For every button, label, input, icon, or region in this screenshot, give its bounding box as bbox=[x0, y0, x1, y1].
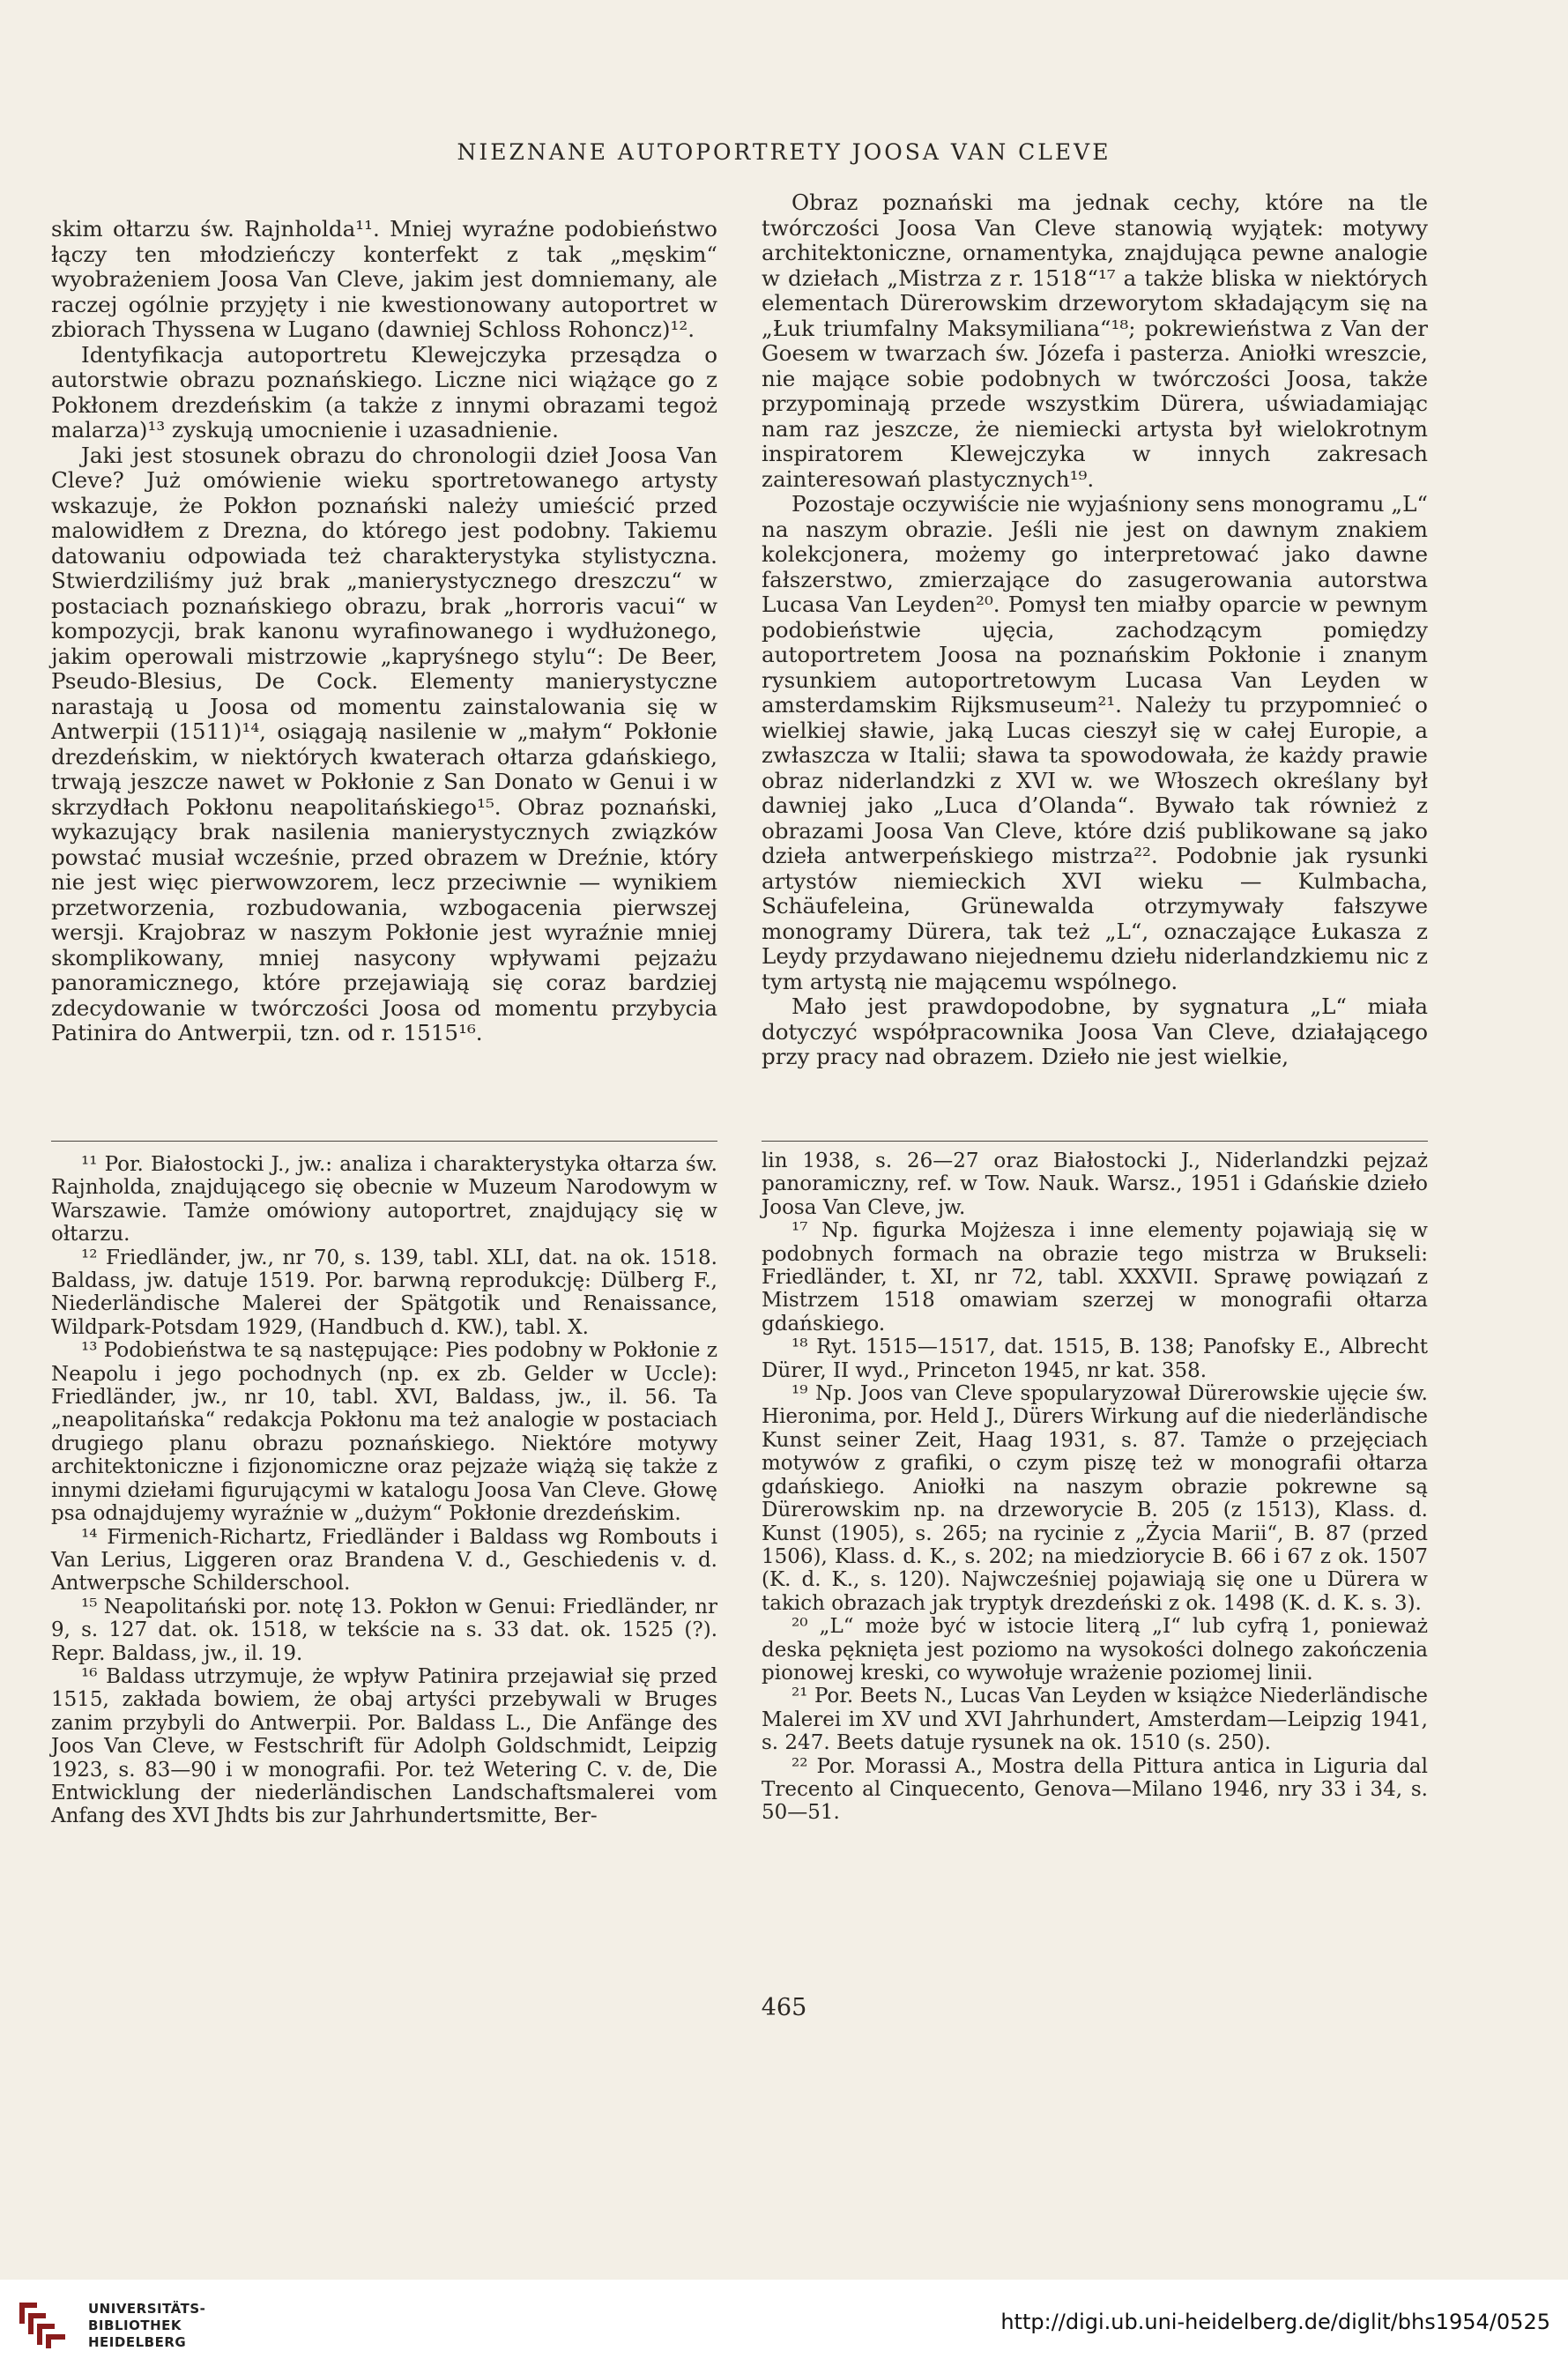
footnote: ¹⁶ Baldass utrzymuje, że wpływ Patinira przejawiał się przed 1515, zakłada bowiem, że obaj artyści przebywali w Bruges zanim przybyli do Antwerpii. Por. Baldass L., Die Anfänge des Joos Van Cleve, w Festschrift für Adolph Goldschmidt, Leipzig 1923, s. 83—90 i w monografii. Por. też Wetering C. v. de, Die Entwicklung der niederländischen Landschaftsmalerei vom Anfang des XVI Jhdts bis zur Jahrhundertsmitte, Ber- bbox=[51, 1664, 717, 1828]
footnote: ²⁰ „L“ może być w istocie literą „I“ lub cyfrą 1, ponieważ deska pęknięta jest poziomo na wysokości dolnego zakończenia pionowej kreski, co wywołuje wrażenie poziomej linii. bbox=[762, 1615, 1428, 1685]
footnote-divider-left bbox=[51, 1141, 717, 1142]
library-name bbox=[88, 2301, 205, 2351]
paragraph: skim ołtarzu św. Rajnholda¹¹. Mniej wyraźne podobieństwo łączy ten młodzieńczy konterfekt z tak „męskim“ wyobrażeniem Joosa Van Cleve, jakim jest domniemany, ale raczej ogólnie przyjęty i nie kwestionowany autoportret w zbiorach Thyssena w Lugano (dawniej Schloss Rohoncz)¹². bbox=[51, 216, 717, 342]
library-name-line: HEIDELBERG bbox=[88, 2334, 187, 2350]
page-number: 465 bbox=[761, 1994, 807, 2021]
source-url-link[interactable]: http://digi.ub.uni-heidelberg.de/diglit/bhs1954/0525 bbox=[1000, 2310, 1550, 2334]
footnote: ¹⁷ Np. figurka Mojżesza i inne elementy pojawiają się w podobnych formach na obrazie tego mistrza w Brukseli: Friedländer, t. XI, nr 72, tabl. XXXVII. Sprawę powiązań z Mistrzem 1518 omawiam szerzej w monografii ołtarza gdańskiego. bbox=[762, 1219, 1428, 1336]
footnote: ²¹ Por. Beets N., Lucas Van Leyden w książce Niederländische Malerei im XV und XVI Jahrhundert, Amsterdam—Leipzig 1941, s. 247. Beets datuje rysunek na ok. 1510 (s. 250). bbox=[762, 1685, 1428, 1755]
library-name-line: UNIVERSITÄTS- bbox=[88, 2301, 206, 2317]
left-text-column bbox=[51, 217, 717, 1046]
paragraph: Obraz poznański ma jednak cechy, które na tle twórczości Joosa Van Cleve stanowią wyjątek: motywy architektoniczne, ornamentyka, znajdująca pewne analogie w dziełach „Mistrza z r. 1518“¹⁷ a także bliska w niektórych elementach Dürerowskim drzeworytom składającym się na „Łuk triumfalny Maksymiliana“¹⁸; pokrewieństwa z Van der Goesem w twarzach św. Józefa i pasterza. Aniołki wreszcie, nie mające sobie podobnych w twórczości Joosa, także przypominają przede wszystkim Dürera, uświadamiając nam raz jeszcze, że niemiecki artysta był wielokrotnym inspiratorem Klewejczyka w innych zakresach zainteresowań plastycznych¹⁹. bbox=[762, 190, 1428, 492]
paragraph: Pozostaje oczywiście nie wyjaśniony sens monogramu „L“ na naszym obrazie. Jeśli nie jest on dawnym znakiem kolekcjonera, możemy go interpretować jako dawne fałszerstwo, zmierzające do zasugerowania autorstwa Lucasa Van Leyden²⁰. Pomysł ten miałby oparcie w pewnym podobieństwie ujęcia, zachodzącym pomiędzy autoportretem Joosa na poznańskim Pokłonie i znanym rysunkiem autoportretowym Lucasa Van Leyden w amsterdamskim Rijksmuseum²¹. Należy tu przypomnieć o wielkiej sławie, jaką Lucas cieszył się w całej Europie, a zwłaszcza w Italii; sława ta spowodowała, że każdy prawie obraz niderlandzki z XVI w. we Włoszech określany był dawniej jako „Luca d’Olanda“. Bywało tak również z obrazami Joosa Van Cleve, które dziś publikowane są jako dzieła antwerpeńskiego mistrza²². Podobnie jak rysunki artystów niemieckich XVI wieku — Kulmbacha, Schäufeleina, Grünewalda otrzymywały fałszywe monogramy Dürera, tak też „L“, oznaczające Łukasza z Leydy przydawano niejednemu dziełu niderlandzkiemu nic z tym artystą nie mającemu wspólnego. bbox=[762, 491, 1428, 994]
footnote: ²² Por. Morassi A., Mostra della Pittura antica in Liguria dal Trecento al Cinquecento, Genova—Milano 1946, nry 33 i 34, s. 50—51. bbox=[762, 1754, 1428, 1825]
paragraph: Mało jest prawdopodobne, by sygnatura „L“ miała dotyczyć współpracownika Joosa Van Cleve, działającego przy pracy nad obrazem. Dzieło nie jest wielkie, bbox=[762, 993, 1428, 1069]
footer-bar bbox=[0, 2280, 1568, 2366]
university-library-logo-icon bbox=[16, 2297, 71, 2352]
running-header: NIEZNANE AUTOPORTRETY JOOSA VAN CLEVE bbox=[457, 139, 1111, 165]
footnote: ¹⁹ Np. Joos van Cleve spopularyzował Dürerowskie ujęcie św. Hieronima, por. Held J., Dürers Wirkung auf die niederländische Kunst seiner Zeit, Haag 1931, s. 87. Tamże o przejęciach motywów z grafiki, o czym piszę też w monografii ołtarza gdańskiego. Aniołki na naszym obrazie pokrewne są Dürerowskim np. na drzeworycie B. 205 (z 1513), Klass. d. Kunst (1905), s. 265; na rycinie z „Życia Marii“, B. 87 (przed 1506), Klass. d. K., s. 202; na miedziorycie B. 66 i 67 z ok. 1507 (K. d. K., s. 120). Najwcześniej pojawiają się one u Dürera w takich obrazach jak tryptyk drezdeński z ok. 1498 (K. d. K. s. 3). bbox=[762, 1382, 1428, 1615]
library-name-line: BIBLIOTHEK bbox=[88, 2318, 182, 2333]
footnote-continuation: lin 1938, s. 26—27 oraz Białostocki J., Niderlandzki pejzaż panoramiczny, ref. w Tow. Nauk. Warsz., 1951 i Gdańskie dzieło Joosa Van Cleve, jw. bbox=[762, 1150, 1428, 1219]
footnote: ¹³ Podobieństwa te są następujące: Pies podobny w Pokłonie z Neapolu i jego pochodnych (np. ex zb. Gelder w Uccle): Friedländer, jw., nr 10, tabl. XVI, Baldass, jw., il. 56. Ta „neapolitańska“ redakcja Pokłonu ma też analogie w postaciach drugiego planu obrazu poznańskiego. Niektóre motywy architektoniczne i fizjonomiczne oraz pejzaże wiążą się także z innymi dziełami figurującymi w katalogu Joosa Van Cleve. Głowę psa odnajdujemy wyraźnie w „dużym“ Pokłonie drezdeńskim. bbox=[51, 1339, 717, 1526]
footnote: ¹¹ Por. Białostocki J., jw.: analiza i charakterystyka ołtarza św. Rajnholda, znajdującego się obecnie w Muzeum Narodowym w Warszawie. Tamże omówiony autoportret, znajdujący się w ołtarzu. bbox=[51, 1153, 717, 1246]
footnote: ¹⁵ Neapolitański por. notę 13. Pokłon w Genui: Friedländer, nr 9, s. 127 dat. ok. 1518, w tekście na s. 33 dat. ok. 1525 (?). Repr. Baldass, jw., il. 19. bbox=[51, 1595, 717, 1665]
paragraph: Jaki jest stosunek obrazu do chronologii dzieł Joosa Van Cleve? Już omówienie wieku sportretowanego artysty wskazuje, że Pokłon poznański należy umieścić przed malowidłem z Drezna, do którego jest podobny. Takiemu datowaniu odpowiada też charakterystyka stylistyczna. Stwierdziliśmy już brak „manierystycznego dreszczu“ w postaciach poznańskiego obrazu, brak „horroris vacui“ w kompozycji, brak kanonu wyrafinowanego i wydłużonego, jakim operowali mistrzowie „kapryśnego stylu“: De Beer, Pseudo-Blesius, De Cock. Elementy manierystyczne narastają u Joosa od momentu zainstalowania się w Antwerpii (1511)¹⁴, osiągają nasilenie w „małym“ Pokłonie drezdeńskim, w niektórych kwaterach ołtarza gdańskiego, trwają jeszcze nawet w Pokłonie z San Donato w Genui i w skrzydłach Pokłonu neapolitańskiego¹⁵. Obraz poznański, wykazujący brak nasilenia manierystycznych związków powstać musiał wcześnie, przed obrazem w Dreźnie, który nie jest więc pierwowzorem, lecz przeciwnie — wynikiem przetworzenia, rozbudowania, wzbogacenia pierwszej wersji. Krajobraz w naszym Pokłonie jest wyraźnie mniej skomplikowany, mniej nasycony wpływami pejzażu panoramicznego, które przejawiają się coraz bardziej zdecydowanie w twórczości Joosa od momentu przybycia Patinira do Antwerpii, tzn. od r. 1515¹⁶. bbox=[51, 442, 717, 1045]
footnote: ¹⁸ Ryt. 1515—1517, dat. 1515, B. 138; Panofsky E., Albrecht Dürer, II wyd., Princeton 1945, nr kat. 358. bbox=[762, 1336, 1428, 1382]
footnote: ¹² Friedländer, jw., nr 70, s. 139, tabl. XLI, dat. na ok. 1518. Baldass, jw. datuje 1519. Por. barwną reprodukcję: Dülberg F., Niederländische Malerei der Spätgotik und Renaissance, Wildpark-Potsdam 1929, (Handbuch d. KW.), tabl. X. bbox=[51, 1246, 717, 1339]
footnote: ¹⁴ Firmenich-Richartz, Friedländer i Baldass wg Rombouts i Van Lerius, Liggeren oraz Brandena V. d., Geschiedenis v. d. Antwerpsche Schilderschool. bbox=[51, 1525, 717, 1596]
footnotes-left bbox=[51, 1153, 717, 1828]
right-text-column bbox=[762, 190, 1428, 1070]
footnotes-right bbox=[762, 1150, 1428, 1825]
footnote-divider-right bbox=[762, 1141, 1428, 1142]
paragraph: Identyfikacja autoportretu Klewejczyka przesądza o autorstwie obrazu poznańskiego. Liczne nici wiążące go z Pokłonem drezdeńskim (a także z innymi obrazami tegoż malarza)¹³ zyskują umocnienie i uzasadnienie. bbox=[51, 341, 717, 443]
